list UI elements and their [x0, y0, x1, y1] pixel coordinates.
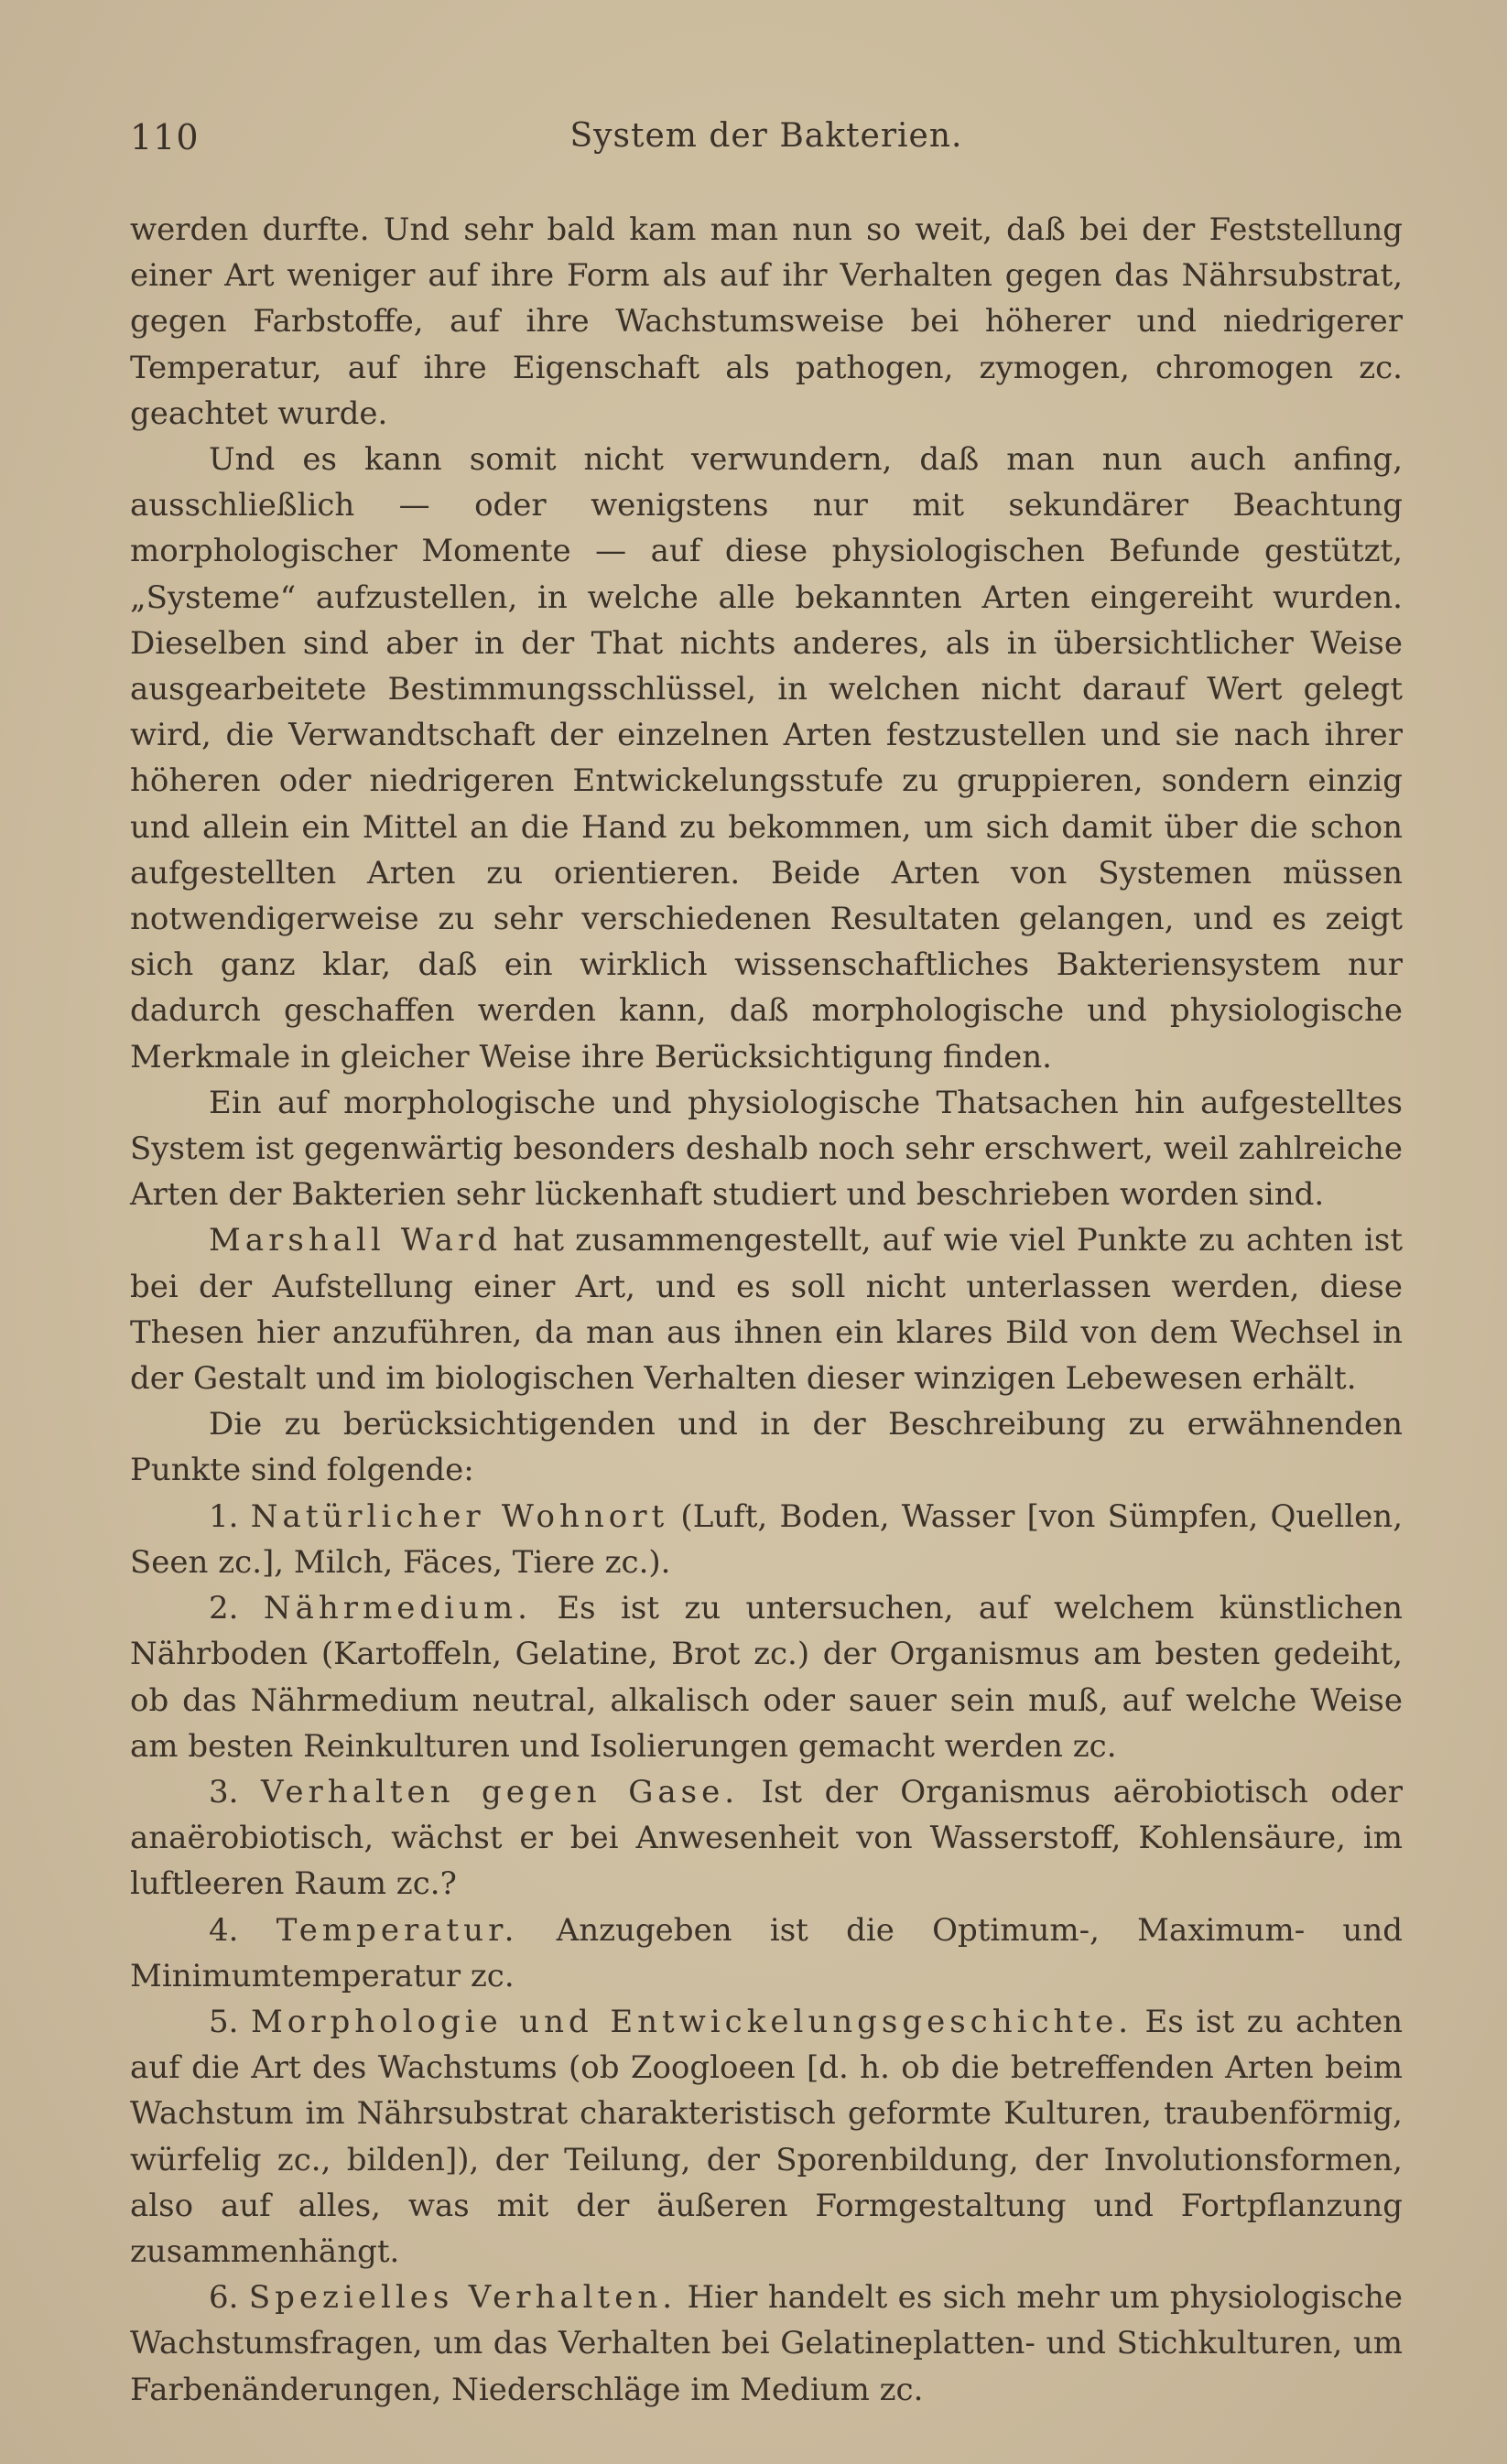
paragraph-difficulty: [130, 1080, 1403, 1218]
list-item-heading: Temperatur.: [276, 1911, 519, 1949]
list-item: [130, 1907, 1403, 1999]
list-item-text: (Luft, Boden, Wasser [von Sümpfen, Quellen, Seen zc.], Milch, Fäces, Tiere zc.).: [130, 1497, 1403, 1581]
paragraph-text: Die zu berücksichtigenden und in der Beschreibung zu erwähnenden Punkte sind folgende:: [130, 1406, 1403, 1489]
list-number: 3.: [209, 1773, 239, 1810]
list-item-text: Es ist zu untersuchen, auf welchem künstlichen Nährboden (Kartoffeln, Gelatine, Brot zc.) der Organismus am besten gedeiht, ob das Nährmedium neutral, alkalisch oder sauer sein muß, auf welche Weise am besten Reinkulturen und Isolierungen gemacht werden zc.: [130, 1590, 1403, 1765]
paragraph-text: werden durfte. Und sehr bald kam man nun so weit, daß bei der Feststellung einer Art weniger auf ihre Form als auf ihr Verhalten gegen das Nährsubstrat, gegen Farbstoffe, auf ihre Wachstumsweise bei höherer und niedrigerer Temperatur, auf ihre Eigenschaft als pathogen, zymogen, chromogen zc. geachtet wurde.: [130, 211, 1403, 432]
list-item: [130, 1769, 1403, 1907]
list-item-heading: Spezielles Verhalten.: [248, 2279, 678, 2317]
list-item-text: Es ist zu achten auf die Art des Wachstums (ob Zoogloeen [d. h. ob die betreffenden Arten beim Wachstum im Nährsubstrat charakteristisch geformte Kulturen, traubenförmig, würfelig zc., bilden]), der Teilung, der Sporenbildung, der Involutionsformen, also auf alles, was mit der äußeren Formgestaltung und Fortpflanzung zusammenhängt.: [130, 2003, 1403, 2270]
body-text: [130, 207, 1403, 2413]
running-head: System der Bakterien.: [569, 117, 963, 155]
page-header: [130, 117, 1403, 163]
list-item: [130, 1494, 1403, 1585]
list-item-text: Anzugeben ist die Optimum-, Maximum- und Minimumtemperatur zc.: [130, 1911, 1403, 1994]
list-item-text: Hier handelt es sich mehr um physiologische Wachstumsfragen, um das Verhalten bei Gelatineplatten- und Stichkulturen, um Farbenänderungen, Niederschläge im Medium zc.: [130, 2279, 1403, 2408]
paragraph-systems: [130, 437, 1403, 1080]
paragraph-text: hat zusammengestellt, auf wie viel Punkte zu achten ist bei der Aufstellung einer Art, und es soll nicht unterlassen werden, diese Thesen hier anzuführen, da man aus ihnen ein klares Bild von dem Wechsel in der Gestalt und im biologischen Verhalten dieser winzigen Lebewesen erhält.: [130, 1222, 1404, 1398]
list-item: [130, 1585, 1403, 1769]
list-number: 2.: [209, 1590, 239, 1627]
list-number: 1.: [209, 1497, 239, 1535]
list-item: [130, 1999, 1403, 2275]
paragraph-text: Und es kann somit nicht verwundern, daß man nun auch anfing, ausschließlich — oder wenigstens nur mit sekundärer Beachtung morphologischer Momente — auf diese physiologischen Befunde gestützt, „Systeme“ aufzustellen, in welche alle bekannten Arten eingereiht wurden. Dieselben sind aber in der That nichts anderes, als in übersichtlicher Weise ausgearbeitete Bestimmungsschlüssel, in welchen nicht darauf Wert gelegt wird, die Verwandtschaft der einzelnen Arten festzustellen und sie nach ihrer höheren oder niedrigeren Entwickelungsstufe zu gruppieren, sondern einzig und allein ein Mittel an die Hand zu bekommen, um sich damit über die schon aufgestellten Arten zu orientieren. Beide Arten von Systemen müssen notwendigerweise zu sehr verschiedenen Resultaten gelangen, und es zeigt sich ganz klar, daß ein wirklich wissenschaftliches Bakteriensystem nur dadurch geschaffen werden kann, daß morphologische und physiologische Merkmale in gleicher Weise ihre Berücksichtigung finden.: [130, 441, 1403, 1075]
list-item-heading: Verhalten gegen Gase.: [260, 1773, 740, 1810]
list-number: 5.: [209, 2003, 239, 2040]
list-item: [130, 2275, 1403, 2413]
list-item-heading: Natürlicher Wohnort: [250, 1497, 669, 1535]
paragraph-intro-list: [130, 1401, 1403, 1493]
list-item-text: Ist der Organismus aërobiotisch oder anaërobiotisch, wächst er bei Anwesenheit von Wasserstoff, Kohlensäure, im luftleeren Raum zc.?: [130, 1773, 1403, 1903]
list-number: 4.: [209, 1911, 239, 1949]
page-number: 110: [130, 117, 200, 157]
paragraph-marshall-ward: [130, 1217, 1403, 1401]
list-item-heading: Nährmedium.: [263, 1590, 532, 1627]
author-name: Marshall Ward: [209, 1222, 503, 1259]
paragraph-text: Ein auf morphologische und physiologische Thatsachen hin aufgestelltes System ist gegenwärtig besonders deshalb noch sehr erschwert, weil zahlreiche Arten der Bakterien sehr lückenhaft studiert und beschrieben worden sind.: [130, 1084, 1403, 1214]
paragraph-continuation: [130, 207, 1403, 437]
list-item-heading: Morphologie und Entwickelungsgeschichte.: [250, 2003, 1133, 2040]
list-number: 6.: [209, 2279, 239, 2317]
